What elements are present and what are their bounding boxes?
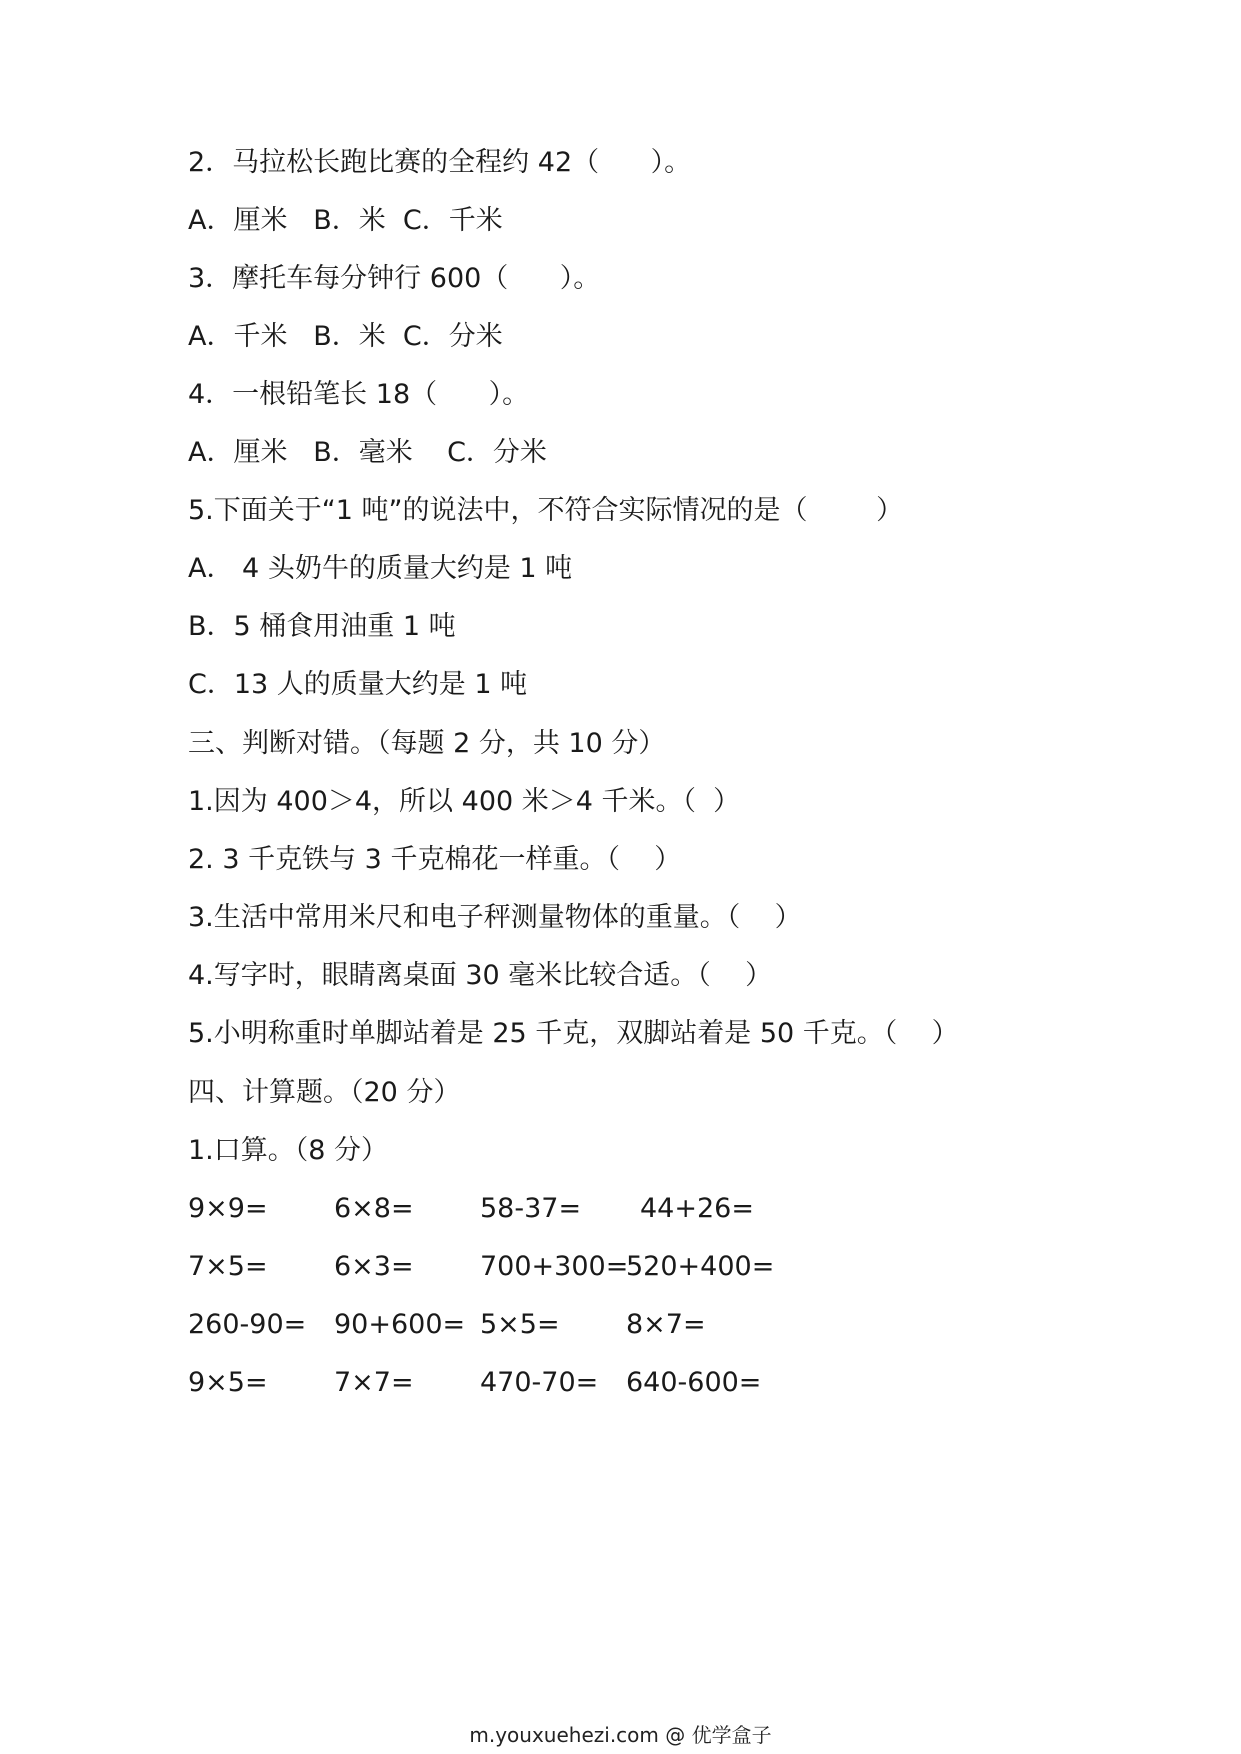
calc-cell: 700+300= [480,1251,629,1282]
q5-stem: 5.下面关于“1 吨”的说法中，不符合实际情况的是（ ） [188,495,904,526]
calc-cell: 58-37= [480,1193,582,1224]
section3-item-5: 5.小明称重时单脚站着是 25 千克，双脚站着是 50 千克。（ ） [188,1018,959,1049]
section3-item-4: 4.写字时，眼睛离桌面 30 毫米比较合适。（ ） [188,960,773,991]
calc-row [188,1308,888,1342]
section4-heading: 四、计算题。（20 分） [188,1077,461,1108]
section3-item-2: 2. 3 千克铁与 3 千克棉花一样重。（ ） [188,844,682,875]
q2-stem: 2．马拉松长跑比赛的全程约 42（ ）。 [188,147,692,178]
section3-item-3: 3.生活中常用米尺和电子秤测量物体的重量。（ ） [188,902,802,933]
calc-cell: 90+600= [334,1309,466,1340]
q5-option-c: C．13 人的质量大约是 1 吨 [188,669,528,700]
calc-row [188,1192,888,1226]
section4-sub-heading: 1.口算。（8 分） [188,1135,389,1166]
q3-stem: 3．摩托车每分钟行 600（ ）。 [188,263,601,294]
calc-cell: 6×3= [334,1251,414,1282]
section3-heading: 三、判断对错。（每题 2 分，共 10 分） [188,728,666,759]
q4-stem: 4．一根铅笔长 18（ ）。 [188,379,530,410]
calc-row [188,1366,888,1400]
calc-cell: 470-70= [480,1367,599,1398]
q3-options: A．千米 B．米 C．分米 [188,321,503,352]
calc-cell: 44+26= [640,1193,754,1224]
calc-row [188,1250,888,1284]
q5-option-a: A． 4 头奶牛的质量大约是 1 吨 [188,553,573,584]
calc-cell: 8×7= [626,1309,706,1340]
calc-cell: 5×5= [480,1309,560,1340]
calc-cell: 7×5= [188,1251,268,1282]
q4-options: A．厘米 B．毫米 C．分米 [188,437,547,468]
calc-cell: 6×8= [334,1193,414,1224]
calc-cell: 520+400= [626,1251,775,1282]
calc-cell: 260-90= [188,1309,307,1340]
q5-option-b: B．5 桶食用油重 1 吨 [188,611,456,642]
calc-cell: 9×9= [188,1193,268,1224]
footer-watermark: m.youxuehezi.com @ 优学盒子 [469,1723,772,1747]
calc-cell: 7×7= [334,1367,414,1398]
q2-options: A．厘米 B．米 C．千米 [188,205,503,236]
calc-cell: 640-600= [626,1367,762,1398]
section3-item-1: 1.因为 400＞4，所以 400 米＞4 千米。（ ） [188,786,741,817]
calc-cell: 9×5= [188,1367,268,1398]
